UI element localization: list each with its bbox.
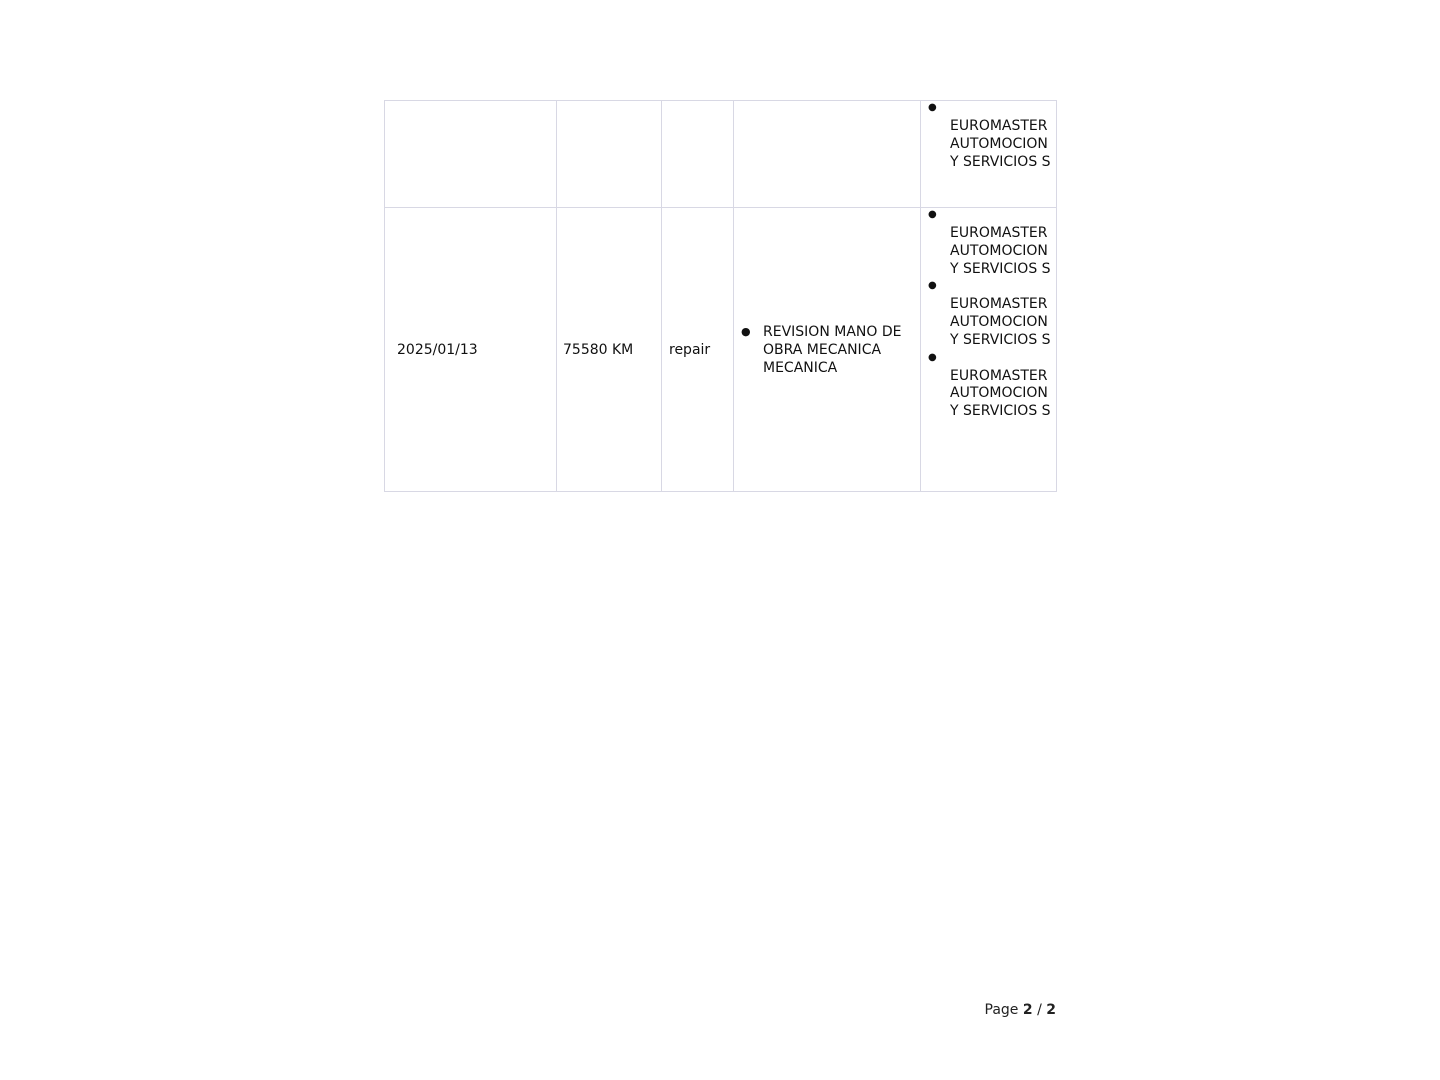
list-item	[921, 101, 1056, 172]
list-item	[734, 323, 920, 377]
mileage-text: 75580 KM	[563, 341, 634, 358]
bullet-icon: ●	[928, 102, 937, 113]
type-cell	[662, 101, 734, 208]
type-cell	[662, 208, 734, 492]
description-cell	[734, 208, 921, 492]
maintenance-table	[384, 100, 1057, 492]
bullet-icon: ●	[928, 280, 937, 292]
list-item	[921, 279, 1056, 350]
type-text: repair	[669, 341, 711, 358]
bullet-icon: ●	[928, 209, 937, 220]
page-number	[985, 1001, 1056, 1019]
provider-list	[921, 101, 1056, 172]
provider-name: EUROMASTER AUTOMOCION Y SERVICIOS S	[950, 225, 1051, 277]
page-separator: /	[1037, 1002, 1042, 1018]
date-text: 2025/01/13	[397, 341, 478, 358]
date-cell	[385, 208, 557, 492]
list-item	[921, 208, 1056, 279]
provider-name: EUROMASTER AUTOMOCION Y SERVICIOS S	[950, 367, 1051, 419]
bullet-icon: ●	[741, 324, 751, 338]
total-pages: 2	[1046, 1002, 1056, 1018]
provider-name: EUROMASTER AUTOMOCION Y SERVICIOS S	[950, 296, 1051, 348]
date-cell	[385, 101, 557, 208]
table-row	[385, 208, 1057, 492]
description-cell	[734, 101, 921, 208]
provider-name: EUROMASTER AUTOMOCION Y SERVICIOS S	[950, 118, 1051, 170]
page-label: Page	[984, 1002, 1019, 1018]
provider-cell	[921, 101, 1057, 208]
table-row	[385, 101, 1057, 208]
description-list	[734, 323, 920, 377]
provider-list	[921, 208, 1056, 422]
list-item	[921, 351, 1056, 422]
mileage-cell	[557, 208, 662, 492]
bullet-icon: ●	[928, 351, 937, 363]
mileage-cell	[557, 101, 662, 208]
provider-cell	[921, 208, 1057, 492]
current-page: 2	[1022, 1002, 1033, 1018]
description-text: REVISION MANO DE OBRA MECANICA MECANICA	[763, 323, 902, 376]
